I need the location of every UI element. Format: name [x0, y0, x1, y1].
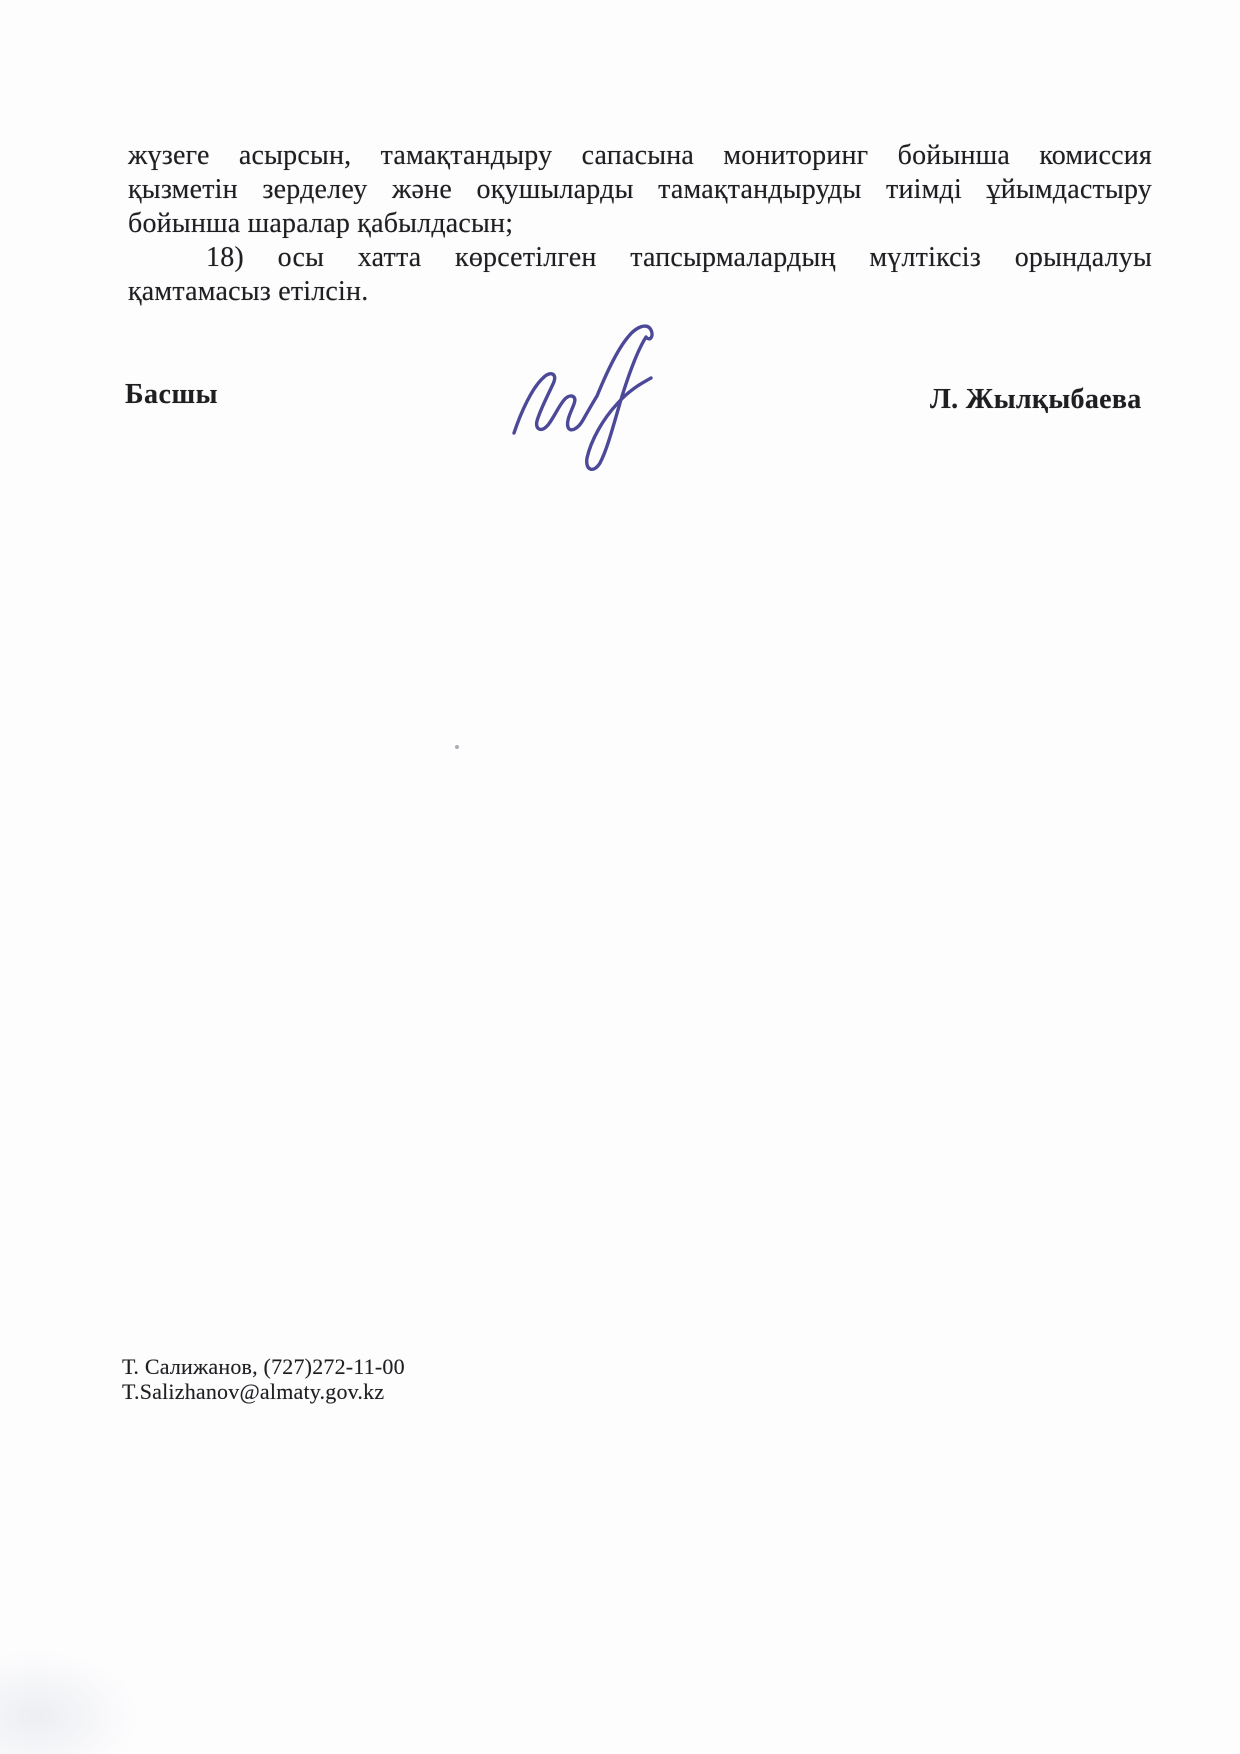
paragraph-line: қызметін зерделеу және оқушыларды тамақтандыруды тиімді ұйымдастыру — [128, 174, 1152, 205]
letter-body — [128, 139, 1152, 309]
scan-artifact-dot — [455, 745, 459, 749]
signatory-name: Л. Жылқыбаева — [930, 384, 1142, 415]
paragraph-line-item-18: 18) осы хатта көрсетілген тапсырмалардың мүлтіксіз орындалуы — [206, 242, 1152, 273]
scan-artifact-smudge — [0, 1650, 140, 1754]
paragraph-line: жүзеге асырсын, тамақтандыру сапасына мониторинг бойынша комиссия — [128, 140, 1152, 171]
signatory-title: Басшы — [125, 379, 218, 410]
executor-phone: Т. Салижанов, (727)272-11-00 — [122, 1354, 405, 1379]
paragraph-line: бойынша шаралар қабылдасын; — [128, 208, 514, 239]
executor-contact-block — [122, 1354, 405, 1404]
paragraph-line: қамтамасыз етілсін. — [128, 276, 369, 307]
executor-email: T.Salizhanov@almaty.gov.kz — [122, 1379, 385, 1404]
signature-stroke — [514, 326, 652, 469]
